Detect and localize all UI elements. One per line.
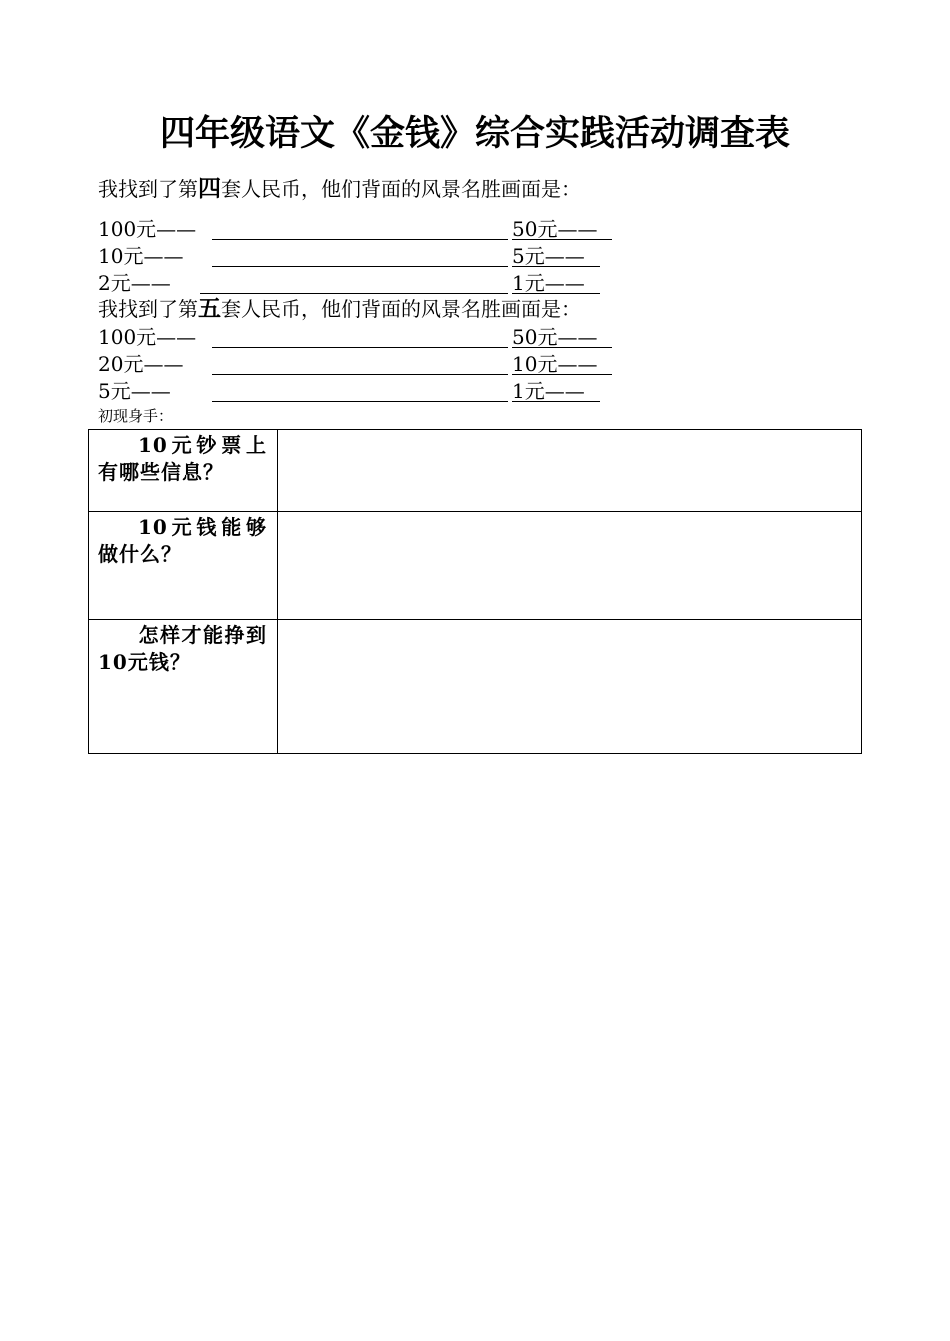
set5-row-1-left-blank[interactable]	[212, 324, 508, 348]
set4-row-1-right-blank[interactable]	[512, 216, 612, 240]
set4-row-1-left-label: 100元——	[98, 217, 197, 241]
set5-row-3-right-label: 1元——	[512, 379, 585, 403]
set5-row-2-right-blank[interactable]	[512, 351, 612, 375]
survey-table	[88, 429, 862, 754]
set4-intro	[98, 176, 581, 202]
question-text: 10元钞票上有哪些信息？	[98, 433, 267, 484]
set4-row-3-left-label: 2元——	[98, 271, 171, 295]
set4-row-2	[98, 243, 658, 269]
set4-row-3-right-blank[interactable]	[512, 270, 600, 294]
question-cell	[89, 620, 278, 754]
question-cell	[89, 430, 278, 512]
table-row	[89, 620, 862, 754]
section-label: 初现身手：	[98, 407, 174, 425]
table-row	[89, 430, 862, 512]
set4-row-3-right-label: 1元——	[512, 271, 585, 295]
set4-row-2-left-blank[interactable]	[212, 243, 508, 267]
set5-row-1-left-label: 100元——	[98, 325, 197, 349]
page-title: 四年级语文《金钱》综合实践活动调查表	[159, 113, 790, 154]
table-row	[89, 512, 862, 620]
set4-intro-after: 套人民币，他们背面的风景名胜画面是：	[221, 177, 581, 201]
set4-row-3	[98, 270, 658, 296]
question-text: 怎样才能挣到10元钱？	[98, 623, 267, 674]
set4-intro-before: 我找到了第	[98, 177, 198, 201]
question-cell	[89, 512, 278, 620]
question-text: 10元钱能够做什么？	[98, 515, 267, 566]
set5-row-1-right-label: 50元——	[512, 325, 598, 349]
set4-number: 四	[198, 175, 221, 202]
set5-intro-after: 套人民币，他们背面的风景名胜画面是：	[221, 297, 581, 321]
set5-row-1	[98, 324, 658, 350]
answer-cell[interactable]	[278, 512, 862, 620]
set5-row-3-right-blank[interactable]	[512, 378, 600, 402]
set5-intro-before: 我找到了第	[98, 297, 198, 321]
set4-row-2-right-blank[interactable]	[512, 243, 600, 267]
set5-row-3-left-label: 5元——	[98, 379, 171, 403]
set4-row-2-left-label: 10元——	[98, 244, 184, 268]
set4-row-3-left-blank[interactable]	[200, 270, 508, 294]
set5-row-3	[98, 378, 658, 404]
set4-row-2-right-label: 5元——	[512, 244, 585, 268]
set5-row-2-left-label: 20元——	[98, 352, 184, 376]
set4-row-1-right-label: 50元——	[512, 217, 598, 241]
set5-row-2-left-blank[interactable]	[212, 351, 508, 375]
answer-cell[interactable]	[278, 430, 862, 512]
set5-row-2	[98, 351, 658, 377]
set4-row-1-left-blank[interactable]	[212, 216, 508, 240]
set5-row-2-right-label: 10元——	[512, 352, 598, 376]
set5-number: 五	[198, 295, 221, 322]
set4-row-1	[98, 216, 658, 242]
set5-row-1-right-blank[interactable]	[512, 324, 612, 348]
set5-intro	[98, 296, 581, 322]
set5-row-3-left-blank[interactable]	[212, 378, 508, 402]
answer-cell[interactable]	[278, 620, 862, 754]
